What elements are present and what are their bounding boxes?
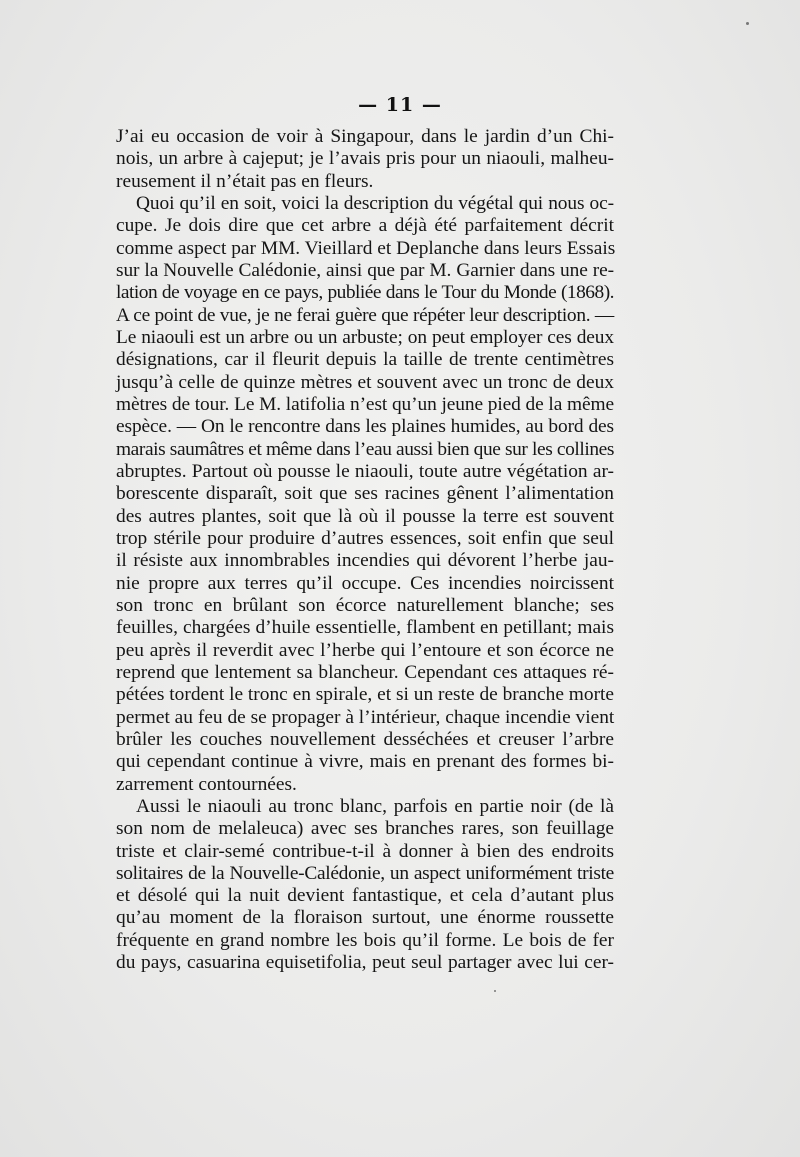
body-text bbox=[116, 126, 614, 974]
text-line: du pays, casuarina equisetifolia, peut seul partager avec lui cer- bbox=[116, 952, 614, 974]
text-line: son nom de melaleuca) avec ses branches rares, son feuillage bbox=[116, 818, 614, 840]
text-line: zarrement contournées. bbox=[116, 773, 297, 795]
text-line: des autres plantes, soit que là où il pousse la terre est souvent bbox=[116, 505, 614, 527]
text-line: lation de voyage en ce pays, publiée dans le Tour du Monde (1868). bbox=[116, 282, 614, 304]
text-line: borescente disparaît, soit que ses racines gênent l’alimentation bbox=[116, 483, 614, 505]
text-line: pétées tordent le tronc en spirale, et si un reste de branche morte bbox=[116, 684, 615, 706]
text-line: qu’au moment de la floraison surtout, une énorme roussette bbox=[116, 907, 614, 929]
text-line: espèce. — On le rencontre dans les plaines humides, au bord des bbox=[116, 416, 614, 438]
text-line: nie propre aux terres qu’il occupe. Ces incendies noircissent bbox=[116, 572, 614, 594]
text-line: Le niaouli est un arbre ou un arbuste; on peut employer ces deux bbox=[116, 326, 614, 348]
text-line: reprend que lentement sa blancheur. Cependant ces attaques ré- bbox=[116, 661, 614, 683]
text-line: nois, un arbre à cajeput; je l’avais pris pour un niaouli, malheu- bbox=[116, 148, 614, 170]
text-line: désignations, car il fleurit depuis la taille de trente centimètres bbox=[116, 349, 614, 371]
text-line: triste et clair-semé contribue-t-il à donner à bien des endroits bbox=[116, 840, 614, 862]
text-line: jusqu’à celle de quinze mètres et souvent avec un tronc de deux bbox=[116, 371, 614, 393]
text-line: solitaires de la Nouvelle-Calédonie, un aspect uniformément triste bbox=[116, 862, 614, 884]
text-line: cupe. Je dois dire que cet arbre a déjà été parfaitement décrit bbox=[116, 215, 614, 237]
text-line: J’ai eu occasion de voir à Singapour, dans le jardin d’un Chi- bbox=[116, 126, 614, 147]
text-line: sur la Nouvelle Calédonie, ainsi que par M. Garnier dans une re- bbox=[116, 259, 614, 281]
text-line: Quoi qu’il en soit, voici la description du végétal qui nous oc- bbox=[136, 192, 614, 214]
paper-speck bbox=[494, 990, 496, 992]
text-line: mètres de tour. Le M. latifolia n’est qu’un jeune pied de la même bbox=[116, 393, 614, 415]
paper-speck bbox=[746, 22, 749, 25]
text-line: A ce point de vue, je ne ferai guère que répéter leur description. — bbox=[116, 304, 614, 326]
text-line: son tronc en brûlant son écorce naturellement blanche; ses bbox=[116, 594, 614, 616]
text-line: permet au feu de se propager à l’intérieur, chaque incendie vient bbox=[116, 706, 615, 728]
text-line: comme aspect par MM. Vieillard et Deplanche dans leurs Essais bbox=[116, 237, 616, 259]
text-line: feuilles, chargées d’huile essentielle, flambent en petillant; mais bbox=[116, 617, 614, 639]
text-line: fréquente en grand nombre les bois qu’il forme. Le bois de fer bbox=[116, 929, 614, 951]
text-line: il résiste aux innombrables incendies qui dévorent l’herbe jau- bbox=[116, 550, 614, 572]
text-line: trop stérile pour produire d’autres essences, soit enfin que seul bbox=[116, 527, 614, 549]
text-line: reusement il n’était pas en fleurs. bbox=[116, 170, 374, 192]
text-line: qui cependant continue à vivre, mais en prenant des formes bi- bbox=[116, 751, 614, 773]
text-line: Aussi le niaouli au tronc blanc, parfois en partie noir (de là bbox=[136, 795, 614, 817]
text-line: marais saumâtres et même dans l’eau aussi bien que sur les collines bbox=[116, 438, 614, 460]
text-line: brûler les couches nouvellement desséchées et creuser l’arbre bbox=[116, 728, 614, 750]
page-number: — 11 — bbox=[358, 94, 442, 116]
text-line: et désolé qui la nuit devient fantastique, et cela d’autant plus bbox=[116, 885, 614, 907]
text-line: abruptes. Partout où pousse le niaouli, toute autre végétation ar- bbox=[116, 460, 614, 482]
text-line: peu après il reverdit avec l’herbe qui l’entoure et son écorce ne bbox=[116, 639, 614, 661]
